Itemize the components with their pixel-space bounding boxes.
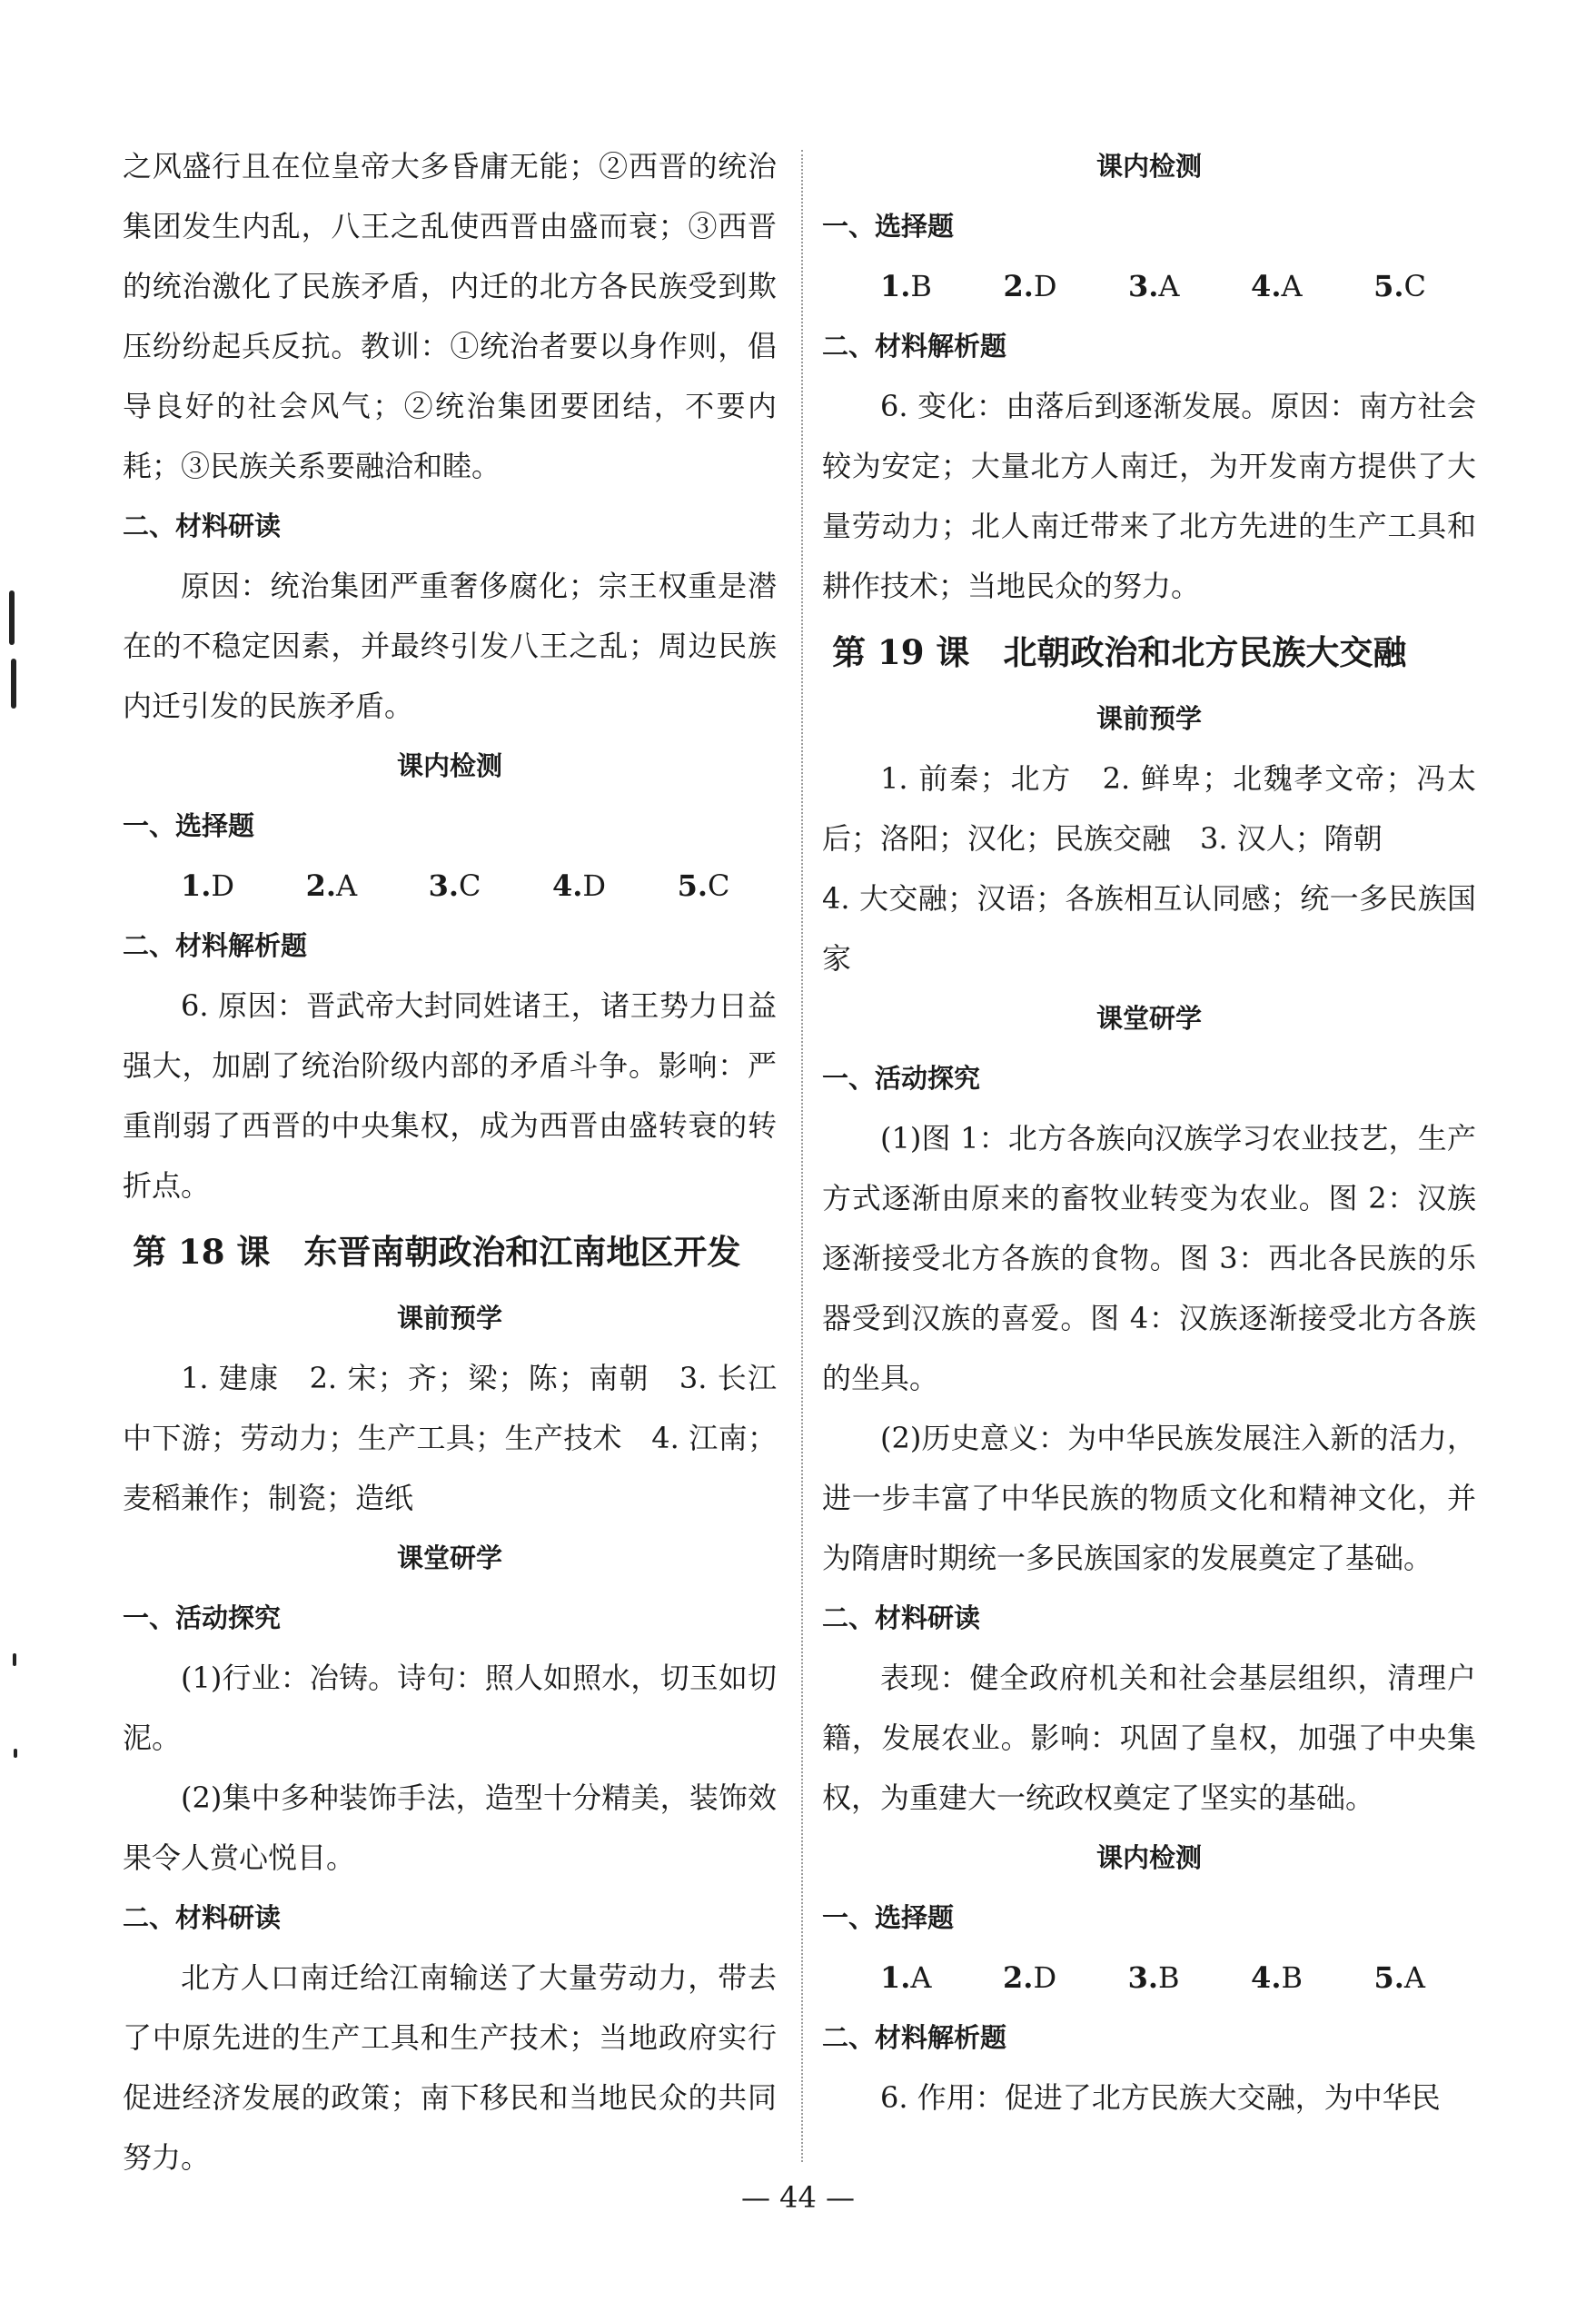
subheading-yanxue: 课堂研学 [1095, 1003, 1202, 1034]
paragraph-yuxue: 1. 建康 2. 宋；齐；梁；陈；南朝 3. 长江中下游；劳动力；生产工具；生产技术 4. 江南；麦稻兼作；制瓷；造纸 [123, 1361, 777, 1515]
answer-item: 3.B [1127, 1960, 1180, 1995]
subheading-kenei: 课内检测 [1095, 151, 1202, 182]
answer-item: 5.C [1373, 269, 1426, 303]
paragraph-q6: 6. 变化：由落后到逐渐发展。原因：南方社会较为安定；大量北方人南迁，为开发南方提供了大量劳动力；北人南迁带来了北方先进的生产工具和耕作技术；当地民众的努力。 [822, 389, 1476, 603]
answer-item: 3.A [1128, 269, 1180, 303]
right-column [822, 136, 1476, 2128]
answer-item: 4.D [552, 868, 607, 903]
answer-line [822, 256, 1476, 316]
page-number: — 44 — [740, 2180, 856, 2215]
scan-mark [13, 1653, 16, 1666]
paragraph-huodong-1: (1)行业：冶铸。诗句：照人如照水，切玉如切泥。 [123, 1661, 777, 1755]
section-heading-jiexi-2: 二、材料解析题 [822, 2022, 1007, 2053]
section-heading-xuanze: 一、选择题 [822, 211, 955, 242]
paragraph-biaoxian: 表现：健全政府机关和社会基层组织，清理户籍，发展农业。影响：巩固了皇权，加强了中央集权，为重建大一统政权奠定了坚实的基础。 [822, 1661, 1476, 1815]
paragraph-huodong-2: (2)集中多种装饰手法，造型十分精美，装饰效果令人赏心悦目。 [123, 1780, 777, 1875]
answer-item: 1.D [181, 868, 235, 903]
subheading-kenei-2: 课内检测 [1095, 1842, 1202, 1873]
subheading-yanxue: 课堂研学 [396, 1542, 502, 1573]
section-heading-huodong: 一、活动探究 [123, 1602, 282, 1633]
subheading-kenei: 课内检测 [396, 750, 502, 781]
lesson-title-19: 第 19 课 北朝政治和北方民族大交融 [832, 632, 1407, 672]
answer-line [123, 856, 777, 916]
left-column [123, 136, 777, 2187]
answer-item: 3.C [428, 868, 481, 903]
answer-item: 2.A [305, 868, 358, 903]
scan-mark [14, 1749, 17, 1758]
paragraph-huodong-1: (1)图 1：北方各族向汉族学习农业技艺，生产方式逐渐由原来的畜牧业转变为农业。图 2：汉族逐渐接受北方各族的食物。图 3：西北各民族的乐器受到汉族的喜爱。图 4：汉族逐渐接受北方各族的坐具。 [822, 1121, 1476, 1395]
answer-item: 4.B [1251, 1960, 1303, 1995]
answer-item: 5.A [1373, 1960, 1425, 1995]
section-heading-cailiao: 二、材料研读 [123, 511, 282, 541]
scan-mark [11, 659, 16, 709]
scan-mark [9, 590, 15, 645]
paragraph-beifang: 北方人口南迁给江南输送了大量劳动力，带去了中原先进的生产工具和生产技术；当地政府实行促进经济发展的政策；南下移民和当地民众的共同努力。 [123, 1960, 777, 2175]
section-heading-huodong: 一、活动探究 [822, 1063, 981, 1094]
subheading-yuxue: 课前预学 [1095, 703, 1202, 734]
paragraph-huodong-2: (2)历史意义：为中华民族发展注入新的活力，进一步丰富了中华民族的物质文化和精神文化，并为隋唐时期统一多民族国家的发展奠定了基础。 [822, 1421, 1476, 1575]
answer-item: 1.A [880, 1960, 932, 1995]
section-heading-xuanze-2: 一、选择题 [822, 1902, 955, 1933]
answer-item: 1.B [880, 269, 932, 303]
answer-item: 5.C [677, 868, 730, 903]
section-heading-cailiao-2: 二、材料研读 [123, 1902, 282, 1933]
paragraph-intro: 之风盛行且在位皇帝大多昏庸无能；②西晋的统治集团发生内乱，八王之乱使西晋由盛而衰；③西晋的统治激化了民族矛盾，内迁的北方各民族受到欺压纷纷起兵反抗。教训：①统治者要以身作则，倡导良好的社会风气；②统治集团要团结，不要内耗；③民族关系要融洽和睦。 [123, 149, 777, 483]
answer-item: 4.A [1251, 269, 1303, 303]
paragraph-yuxue-2: 4. 大交融；汉语；各族相互认同感；统一多民族国家 [822, 881, 1476, 976]
section-heading-cailiao: 二、材料研读 [822, 1602, 981, 1633]
answer-item: 2.D [1003, 269, 1057, 303]
subheading-yuxue: 课前预学 [396, 1303, 502, 1334]
paragraph-q6b: 6. 作用：促进了北方民族大交融，为中华民 [880, 2080, 1441, 2115]
lesson-title-18: 第 18 课 东晋南朝政治和江南地区开发 [133, 1232, 741, 1272]
paragraph-yuanyin: 原因：统治集团严重奢侈腐化；宗王权重是潜在的不稳定因素，并最终引发八王之乱；周边民族内迁引发的民族矛盾。 [123, 569, 777, 723]
answer-line [822, 1948, 1476, 2008]
answer-item: 2.D [1003, 1960, 1057, 1995]
paragraph-q6: 6. 原因：晋武帝大封同姓诸王，诸王势力日益强大，加剧了统治阶级内部的矛盾斗争。影响：严重削弱了西晋的中央集权，成为西晋由盛转衰的转折点。 [123, 988, 777, 1203]
section-heading-xuanze: 一、选择题 [123, 810, 255, 841]
section-heading-jiexi: 二、材料解析题 [123, 930, 308, 961]
column-divider [801, 150, 803, 2162]
paragraph-yuxue: 1. 前秦；北方 2. 鲜卑；北魏孝文帝；冯太后；洛阳；汉化；民族交融 3. 汉人；隋朝 [822, 761, 1476, 856]
section-heading-jiexi: 二、材料解析题 [822, 331, 1007, 362]
